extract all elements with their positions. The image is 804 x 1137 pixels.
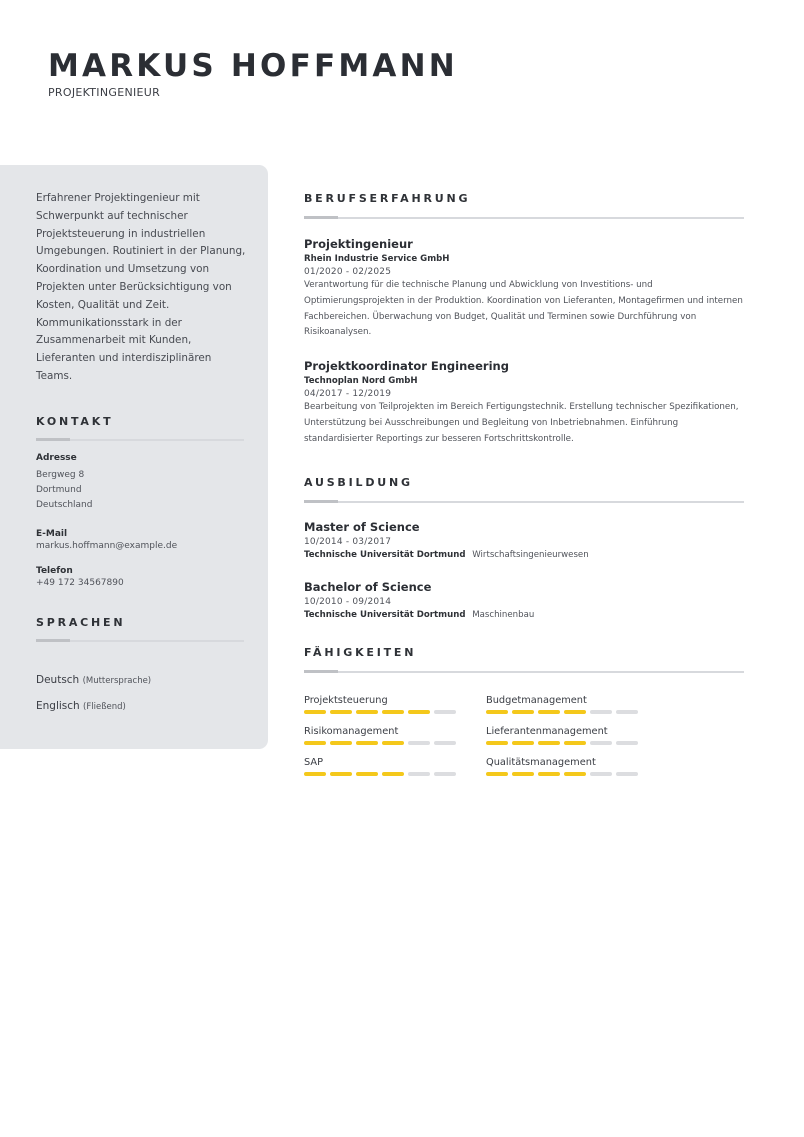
skill-level-bar (304, 710, 486, 714)
skill-segment-filled (330, 710, 352, 714)
skill-segment-empty (434, 710, 456, 714)
degree-title: Bachelor of Science (304, 579, 432, 594)
email-block (36, 529, 244, 554)
divider-accent (36, 438, 70, 441)
section-divider (304, 671, 744, 673)
skill-segment-filled (486, 710, 508, 714)
skill-segment-filled (486, 772, 508, 776)
divider-accent (304, 216, 338, 219)
address-country: Deutschland (36, 499, 93, 510)
skill-segment-filled (512, 741, 534, 745)
skills-grid (304, 695, 744, 776)
main-content (304, 192, 744, 776)
job-title: Projektingenieur (304, 237, 413, 251)
skill-segment-filled (330, 772, 352, 776)
skill-segment-empty (434, 772, 456, 776)
skill-segment-filled (538, 710, 560, 714)
section-divider (36, 640, 244, 642)
email-label: E-Mail (36, 528, 68, 539)
education-section (304, 476, 744, 620)
skills-section (304, 646, 744, 776)
experience-section (304, 192, 744, 448)
skill-segment-filled (304, 710, 326, 714)
address-label: Adresse (36, 452, 77, 463)
skill-segment-filled (538, 741, 560, 745)
languages-section (36, 616, 244, 712)
skill-name: Projektsteuerung (304, 694, 388, 706)
skill-segment-filled (564, 772, 586, 776)
section-divider (304, 217, 744, 219)
language-item (36, 674, 244, 686)
skill-level-bar (486, 741, 668, 745)
language-name: Englisch (36, 699, 80, 712)
divider-accent (304, 670, 338, 673)
skill-segment-filled (382, 710, 404, 714)
contact-section (36, 415, 244, 591)
study-field: Maschinenbau (472, 609, 535, 620)
languages-heading: SPRACHEN (36, 615, 126, 629)
skill-name: Lieferantenmanagement (486, 725, 608, 737)
job-description: Verantwortung für die technische Planung und Abwicklung von Investitions- und Optimierungsprojekten in der Produktion. Koordination von Lieferanten, Montagefirmen und internen Fachbereichen. Überwachung von Budget, Qualität und Terminen sowie Durchführung von Risikoanalysen. (304, 280, 743, 338)
skill-item (304, 757, 486, 776)
skill-segment-filled (486, 741, 508, 745)
education-entry (304, 520, 744, 560)
skill-segment-filled (408, 710, 430, 714)
skill-level-bar (304, 741, 486, 745)
degree-dates: 10/2010 - 09/2014 (304, 596, 392, 607)
person-name: MARKUS HOFFMANN (48, 48, 458, 84)
skill-segment-empty (590, 710, 612, 714)
skill-name: SAP (304, 756, 324, 768)
skill-segment-filled (512, 710, 534, 714)
skill-item (486, 695, 668, 714)
skill-name: Budgetmanagement (486, 694, 587, 706)
language-item (36, 700, 244, 712)
job-dates: 01/2020 - 02/2025 (304, 267, 392, 277)
skill-segment-empty (408, 772, 430, 776)
section-divider (304, 501, 744, 503)
skill-item (486, 726, 668, 745)
skill-segment-filled (304, 741, 326, 745)
job-company: Rhein Industrie Service GmbH (304, 254, 450, 264)
contact-heading: KONTAKT (36, 414, 114, 428)
skill-segment-filled (564, 710, 586, 714)
skill-item (304, 695, 486, 714)
skill-segment-empty (434, 741, 456, 745)
sidebar (0, 165, 268, 749)
skill-item (304, 726, 486, 745)
study-field: Wirtschaftsingenieurwesen (472, 549, 589, 560)
address-block (36, 453, 244, 513)
job-description: Bearbeitung von Teilprojekten im Bereich Fertigungstechnik. Erstellung technischer Spezifikationen, Unterstützung bei Ausschreibungen und Begleitung von Inbetriebnahmen. Einführung standardisierter Reportings zur besseren Fortschrittskontrolle. (304, 402, 739, 444)
skill-segment-empty (590, 772, 612, 776)
school-name: Technische Universität Dortmund (304, 549, 466, 560)
skill-segment-filled (564, 741, 586, 745)
phone-label: Telefon (36, 565, 73, 576)
address-city: Dortmund (36, 484, 82, 495)
skill-segment-empty (616, 741, 638, 745)
skill-segment-filled (356, 772, 378, 776)
education-entry (304, 580, 744, 620)
degree-title: Master of Science (304, 519, 420, 534)
experience-heading: BERUFSERFAHRUNG (304, 192, 471, 205)
skill-segment-empty (408, 741, 430, 745)
skill-segment-filled (356, 710, 378, 714)
skill-segment-filled (304, 772, 326, 776)
experience-entry (304, 359, 744, 447)
section-divider (36, 439, 244, 441)
language-level: (Muttersprache) (82, 675, 152, 686)
skill-level-bar (486, 710, 668, 714)
job-dates: 04/2017 - 12/2019 (304, 389, 392, 400)
skill-segment-empty (590, 741, 612, 745)
divider-accent (36, 639, 70, 642)
divider-accent (304, 500, 338, 503)
address-street: Bergweg 8 (36, 469, 85, 480)
skill-segment-filled (330, 741, 352, 745)
person-title: PROJEKTINGENIEUR (48, 86, 161, 99)
skill-segment-filled (356, 741, 378, 745)
experience-entry (304, 237, 744, 341)
skill-level-bar (486, 772, 668, 776)
skill-name: Qualitätsmanagement (486, 756, 596, 768)
language-name: Deutsch (36, 673, 80, 686)
skill-segment-empty (616, 772, 638, 776)
language-level: (Fließend) (83, 701, 126, 712)
skill-segment-filled (382, 741, 404, 745)
skill-segment-empty (616, 710, 638, 714)
skill-segment-filled (382, 772, 404, 776)
phone-link[interactable]: +49 172 34567890 (36, 577, 124, 588)
skill-segment-filled (512, 772, 534, 776)
resume-header (48, 48, 458, 99)
skill-name: Risikomanagement (304, 725, 399, 737)
skill-level-bar (304, 772, 486, 776)
degree-dates: 10/2014 - 03/2017 (304, 536, 392, 547)
skill-segment-filled (538, 772, 560, 776)
email-link[interactable]: markus.hoffmann@example.de (36, 540, 178, 551)
education-heading: AUSBILDUNG (304, 475, 413, 489)
school-name: Technische Universität Dortmund (304, 609, 466, 620)
skill-item (486, 757, 668, 776)
profile-summary: Erfahrener Projektingenieur mit Schwerpunkt auf technischer Projektsteuerung in industriellen Umgebungen. Routiniert in der Planung, Koordination und Umsetzung von Projekten unter Berücksichtigung von Kosten, Qualität und Zeit. Kommunikationsstark in der Zusammenarbeit mit Kunden, Lieferanten und interdisziplinären Teams. (36, 192, 246, 382)
job-company: Technoplan Nord GmbH (304, 376, 418, 387)
job-title: Projektkoordinator Engineering (304, 359, 509, 374)
phone-block (36, 566, 244, 591)
skills-heading: FÄHIGKEITEN (304, 645, 417, 659)
